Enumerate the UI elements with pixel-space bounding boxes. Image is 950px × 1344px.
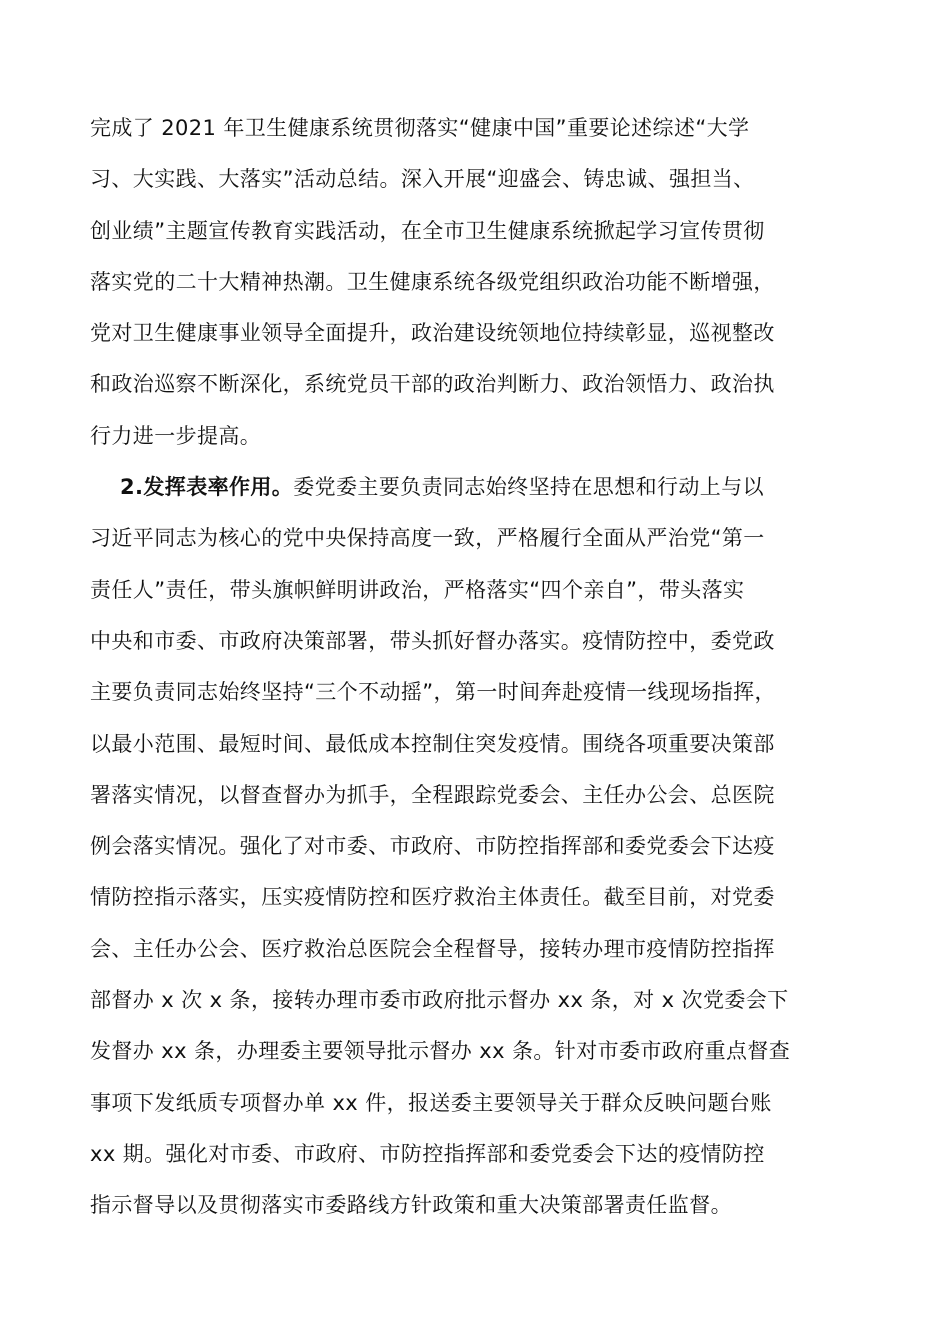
- paragraph2-line: 发督办 xx 条，办理委主要领导批示督办 xx 条。针对市委市政府重点督查: [90, 1039, 791, 1064]
- paragraph2-line: 事项下发纸质专项督办单 xx 件，报送委主要领导关于群众反映问题台账: [90, 1090, 772, 1115]
- paragraph2-heading: 2.发挥表率作用。: [120, 475, 294, 500]
- paragraph2-line: 习近平同志为核心的党中央保持高度一致，严格履行全面从严治党“第一: [90, 526, 765, 551]
- paragraph2-line: 部督办 x 次 x 条，接转办理市委市政府批示督办 xx 条，对 x 次党委会下: [90, 988, 789, 1013]
- paragraph2-line: 会、主任办公会、医疗救治总医院会全程督导，接转办理市疫情防控指挥: [90, 936, 775, 961]
- paragraph2-line: xx 期。强化对市委、市政府、市防控指挥部和委党委会下达的疫情防控: [90, 1141, 765, 1166]
- paragraph1-line: 行力进一步提高。: [90, 423, 262, 448]
- paragraph2-line: 中央和市委、市政府决策部署，带头抓好督办落实。疫情防控中，委党政: [90, 628, 775, 653]
- document-body: [90, 103, 880, 1232]
- paragraph2-line: 情防控指示落实，压实疫情防控和医疗救治主体责任。截至目前，对党委: [90, 885, 775, 910]
- paragraph1-line: 党对卫生健康事业领导全面提升，政治建设统领地位持续彰显，巡视整改: [90, 321, 775, 346]
- paragraph2-line: 指示督导以及贯彻落实市委路线方针政策和重大决策部署责任监督。: [90, 1193, 732, 1218]
- paragraph1-line: 和政治巡察不断深化，系统党员干部的政治判断力、政治领悟力、政治执: [90, 372, 775, 397]
- paragraph2-line: 署落实情况，以督查督办为抓手，全程跟踪党委会、主任办公会、总医院: [90, 782, 775, 807]
- paragraph2-first-line-text: 委党委主要负责同志始终坚持在思想和行动上与以: [293, 475, 765, 500]
- paragraph1-line: 创业绩”主题宣传教育实践活动，在全市卫生健康系统掀起学习宣传贯彻: [90, 218, 765, 243]
- paragraph2-line: 责任人”责任，带头旗帜鲜明讲政治，严格落实“四个亲自”，带头落实: [90, 577, 745, 602]
- paragraph2-line: 例会落实情况。强化了对市委、市政府、市防控指挥部和委党委会下达疫: [90, 834, 775, 859]
- paragraph1-line: 落实党的二十大精神热潮。卫生健康系统各级党组织政治功能不断增强，: [90, 269, 775, 294]
- paragraph2-first-line: [90, 462, 880, 513]
- paragraph1-line: 完成了 2021 年卫生健康系统贯彻落实“健康中国”重要论述综述“大学: [90, 116, 750, 140]
- paragraph2-line: 以最小范围、最短时间、最低成本控制住突发疫情。围绕各项重要决策部: [90, 731, 775, 756]
- paragraph2-line: 主要负责同志始终坚持“三个不动摇”，第一时间奔赴疫情一线现场指挥，: [90, 680, 776, 705]
- paragraph1-line: 习、大实践、大落实”活动总结。深入开展“迎盛会、铸忠诚、强担当、: [90, 167, 755, 192]
